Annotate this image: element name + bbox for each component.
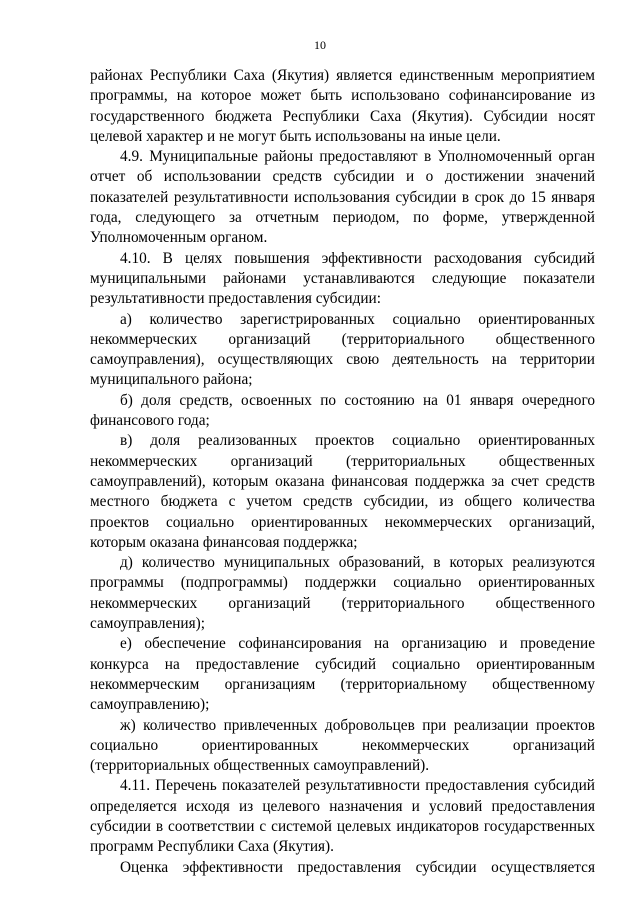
list-item-zh: ж) количество привлеченных добровольцев при реализации проектов социально ориентированных некоммерческих организаций (территориальных общественных самоуправлений). (90, 716, 595, 775)
page-number: 10 (314, 38, 326, 52)
list-item-e: е) обеспечение софинансирования на организацию и проведение конкурса на предоставление субсидий социально ориентированным некоммерческим организациям (территориальному общественному самоуправлению); (90, 635, 595, 714)
paragraph-4-9: 4.9. Муниципальные районы предоставляют в Уполномоченный орган отчет об использовании средств субсидии и о достижении значений показателей результативности использования субсидии в срок до 15 января года, следующего за отчетным периодом, по форме, утвержденной Уполномоченным органом. (90, 148, 595, 247)
list-item-a: а) количество зарегистрированных социально ориентированных некоммерческих организаций (территориального общественного самоуправления), осуществляющих свою деятельность на территории муниципального района; (90, 310, 595, 389)
list-item-d: д) количество муниципальных образований, в которых реализуются программы (подпрограммы) поддержки социально ориентированных некоммерческих организаций (территориального общественного самоуправления); (90, 554, 595, 633)
paragraph-assessment: Оценка эффективности предоставления субсидии осуществляется (120, 858, 595, 876)
paragraph-4-10: 4.10. В целях повышения эффективности расходования субсидий муниципальными районами устанавливаются следующие показатели результативности предоставления субсидии: (90, 249, 595, 308)
list-item-v: в) доля реализованных проектов социально ориентированных некоммерческих организаций (территориальных общественных самоуправлений), которым оказана финансовая поддержка за счет средств местного бюджета с учетом средств субсидии, из общего количества проектов социально ориентированных некоммерческих организаций, которым оказана финансовая поддержка; (90, 432, 595, 551)
list-item-b: б) доля средств, освоенных по состоянию на 01 января очередного финансового года; (90, 391, 595, 430)
paragraph-4-11: 4.11. Перечень показателей результативности предоставления субсидий определяется исходя из целевого назначения и условий предоставления субсидии в соответствии с системой целевых индикаторов государственных программ Республики Саха (Якутия). (90, 777, 595, 856)
document-body (90, 66, 595, 878)
paragraph-continuation: районах Республики Саха (Якутия) является единственным мероприятием программы, на которое может быть использовано софинансирование из государственного бюджета Республики Саха (Якутия). Субсидии носят целевой характер и не могут быть использованы на иные цели. (90, 67, 595, 145)
